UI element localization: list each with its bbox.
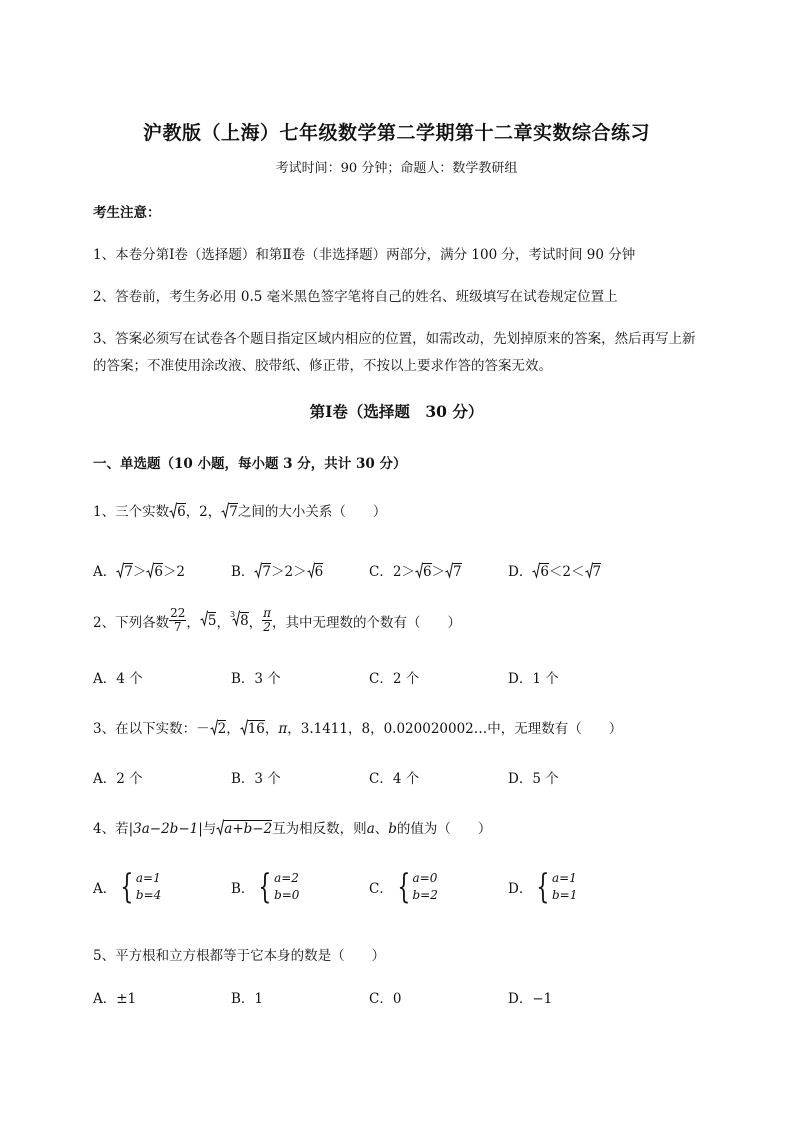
radicand: a+b−2 [224, 821, 273, 837]
q1-option-b [231, 560, 323, 583]
fraction-numerator: π [263, 606, 272, 620]
q5-option-d: D．−1 [508, 991, 553, 1007]
equation-row: a=2 [274, 871, 299, 885]
equation-system [393, 867, 438, 908]
q5-option-c: C．0 [369, 991, 402, 1007]
question-1 [93, 500, 386, 523]
equation-row: a=1 [135, 871, 161, 885]
notice-heading: 考生注意： [93, 205, 161, 221]
option-label: A． [93, 881, 117, 898]
notice-item-1: 1、本卷分第Ⅰ卷（选择题）和第Ⅱ卷（非选择题）两部分，满分 100 分，考试时间 90 分钟 [93, 247, 636, 263]
relation: ＞ [132, 564, 147, 580]
sqrt-icon [240, 719, 248, 740]
fraction [169, 607, 186, 634]
notice-item-2: 2、答卷前，考生务必用 0.5 毫米黑色签字笔将自己的姓名、班级填写在试卷规定位置上 [93, 289, 618, 305]
absolute-value-expression: |3a−2b−1| [128, 821, 203, 837]
brace-icon: { [120, 867, 134, 908]
relation: ＞2 [162, 564, 186, 580]
q5-option-a: A．±1 [93, 991, 137, 1007]
radicand: 2 [217, 721, 227, 737]
question-5: 5、平方根和立方根都等于它本身的数是（ ） [93, 948, 386, 964]
q3-stem-prefix: 3、在以下实数：－ [93, 721, 210, 737]
page-title: 沪教版（上海）七年级数学第二学期第十二章实数综合练习 [142, 122, 650, 144]
q2-option-c: C．2 个 [369, 671, 420, 687]
equation-row: b=2 [412, 888, 438, 903]
q1-stem-mid: ，2， [185, 504, 222, 520]
relation: ＞2＞ [271, 564, 307, 580]
relation: ＞ [431, 564, 446, 580]
equation-system [254, 867, 300, 908]
radicand: 6 [540, 564, 549, 580]
radicand: 8 [240, 613, 249, 630]
q2-option-a: A．4 个 [93, 671, 143, 687]
sqrt-icon [585, 562, 593, 583]
q4-option-d [508, 867, 578, 908]
q1-option-d [508, 560, 601, 583]
q4-option-a [93, 867, 162, 908]
equation-system [532, 867, 578, 908]
radicand: 6 [314, 564, 324, 580]
sqrt-icon [169, 502, 177, 523]
q1-stem-suffix: 之间的大小关系（ ） [237, 504, 387, 520]
q3-option-a: A．2 个 [93, 771, 143, 787]
radicand: 7 [262, 564, 272, 580]
option-label: B． [231, 881, 255, 898]
q1-option-a [93, 560, 185, 583]
option-label: D． [508, 564, 533, 580]
relation: ＜2＜ [548, 564, 585, 580]
pi-symbol: π [278, 721, 288, 737]
q4-stem-mid: 与 [202, 821, 217, 837]
q3-option-c: C．4 个 [369, 771, 420, 787]
equation-row: a=0 [412, 871, 438, 885]
q2-stem-suffix: ，其中无理数的个数有（ ） [272, 614, 462, 631]
radicand: 7 [453, 564, 462, 580]
option-label: C． [369, 881, 393, 898]
radicand: 7 [124, 564, 133, 580]
question-4 [93, 817, 491, 840]
equation-row: b=0 [274, 888, 300, 903]
question-2 [93, 607, 461, 634]
option-label: C． [369, 564, 393, 580]
sqrt-icon [415, 562, 423, 583]
q2-stem-prefix: 2、下列各数 [93, 614, 170, 631]
separator: ， [216, 614, 230, 631]
notice-item-3-line-1: 3、答案必须写在试卷各个题目指定区域内相应的位置，如需改动，先划掉原来的答案，然后再写上新 [93, 331, 696, 347]
separator: ， [248, 614, 263, 631]
q2-option-d: D．1 个 [508, 671, 559, 687]
fraction [262, 607, 272, 634]
exam-subtitle: 考试时间：90 分钟；命题人：数学教研组 [275, 161, 518, 176]
variable-b: b [388, 821, 397, 837]
section-title: 第Ⅰ卷（选择题 30 分） [309, 402, 484, 421]
q4-stem-prefix: 4、若 [93, 821, 129, 837]
brace-icon: { [258, 867, 272, 908]
radicand: 5 [207, 613, 217, 630]
fraction-denominator: 2 [263, 620, 271, 635]
q5-option-b: B．1 [231, 991, 264, 1007]
sqrt-icon [210, 719, 218, 740]
option-label: B． [231, 564, 255, 580]
variable-a: a [366, 821, 375, 837]
sqrt-icon [200, 610, 208, 631]
q3-option-d: D．5 个 [508, 771, 559, 787]
q4-stem-suffix-1: 互为相反数，则 [272, 821, 367, 837]
equation-row: b=1 [551, 888, 578, 903]
root-index: 3 [229, 610, 236, 620]
q1-stem-prefix: 1、三个实数 [93, 504, 170, 520]
q3-stem-suffix: ，3.1411，8，0.020020002…中，无理数有（ ） [287, 721, 623, 737]
brace-icon: { [536, 867, 550, 908]
q1-option-c [369, 560, 462, 583]
option-label: D． [508, 881, 533, 898]
part-heading: 一、单选题（10 小题，每小题 3 分，共计 30 分） [93, 456, 407, 472]
radicand: 16 [247, 721, 265, 737]
q1-radicand-1: 6 [177, 504, 186, 520]
equation-row: a=1 [551, 871, 577, 885]
separator: ， [226, 721, 240, 737]
equation-row: b=4 [135, 888, 162, 903]
radicand: 6 [154, 564, 163, 580]
notice-item-3-line-2: 的答案；不准使用涂改液、胶带纸、修正带，不按以上要求作答的答案无效。 [93, 358, 552, 374]
q4-option-c [369, 867, 438, 908]
q4-option-b [231, 867, 300, 908]
q3-option-b: B．3 个 [231, 771, 281, 787]
question-3 [93, 717, 622, 740]
q2-option-b: B．3 个 [231, 671, 281, 687]
option-label: A． [93, 564, 117, 580]
fraction-denominator: 7 [173, 620, 182, 635]
relation: 2＞ [392, 564, 415, 580]
brace-icon: { [397, 867, 411, 908]
q4-stem-suffix-2: 的值为（ ） [396, 821, 492, 837]
separator: ， [264, 721, 279, 737]
q1-radicand-2: 7 [229, 504, 238, 520]
separator: ， [186, 614, 200, 631]
radicand: 7 [592, 564, 602, 580]
separator: 、 [374, 821, 389, 837]
fraction-numerator: 22 [170, 606, 186, 620]
radicand: 6 [422, 564, 432, 580]
sqrt-icon [445, 562, 453, 583]
sqrt-icon [307, 562, 315, 583]
equation-system [116, 867, 162, 908]
